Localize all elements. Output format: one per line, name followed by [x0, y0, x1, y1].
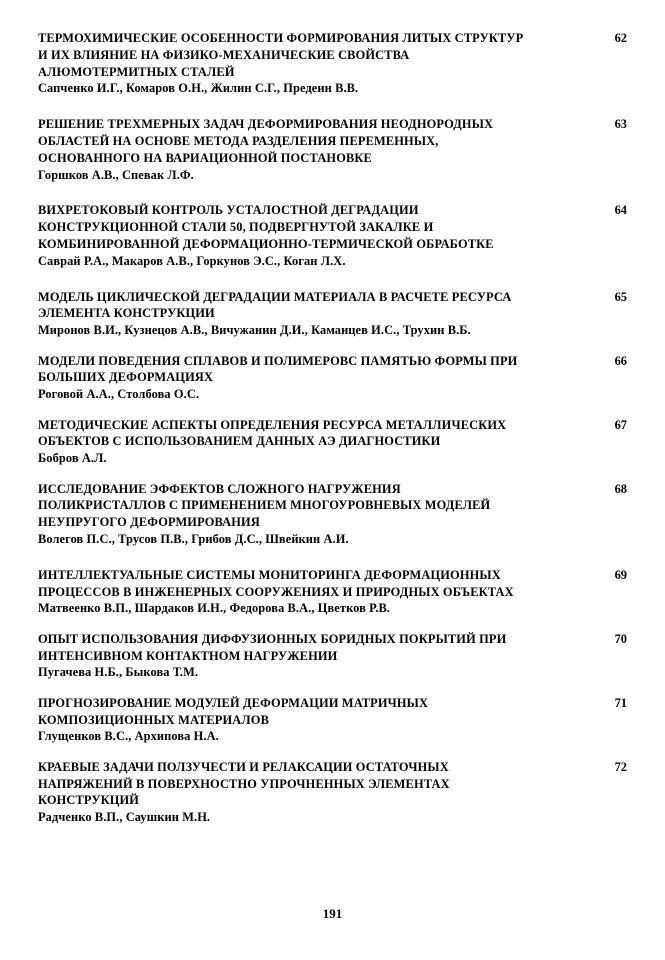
- entry-authors: Сапченко И.Г., Комаров О.Н., Жилин С.Г., Предеин В.В.: [38, 81, 359, 96]
- entry-authors: Волегов П.С., Трусов П.В., Грибов Д.С., Швейкин А.И.: [38, 531, 349, 546]
- toc-entry: [38, 481, 638, 559]
- entry-title: ВИХРЕТОКОВЫЙ КОНТРОЛЬ УСТАЛОСТНОЙ ДЕГРАДАЦИИ КОНСТРУКЦИОННОЙ СТАЛИ 50, ПОДВЕРГНУТОЙ ЗАКАЛКЕ И КОМБИНИРОВАННОЙ ДЕФОРМАЦИОННО-ТЕРМИЧЕСКОЙ ОБРАБОТКЕ: [38, 203, 494, 251]
- entry-title: ТЕРМОХИМИЧЕСКИЕ ОСОБЕННОСТИ ФОРМИРОВАНИЯ ЛИТЫХ СТРУКТУР И ИХ ВЛИЯНИЕ НА ФИЗИКО-МЕХАНИЧЕСКИЕ СВОЙСТВА АЛЮМОТЕРМИТНЫХ СТАЛЕЙ: [38, 31, 524, 79]
- entry-page-number: 66: [614, 353, 627, 368]
- entry-page-number: 64: [614, 203, 627, 218]
- toc-entry: [38, 289, 638, 341]
- entry-page-number: 71: [614, 695, 627, 710]
- entry-authors: Радченко В.П., Саушкин М.Н.: [38, 810, 211, 825]
- entry-title: КРАЕВЫЕ ЗАДАЧИ ПОЛЗУЧЕСТИ И РЕЛАКСАЦИИ ОСТАТОЧНЫХ НАПРЯЖЕНИЙ В ПОВЕРХНОСТНО УПРОЧНЕННЫХ ЭЛЕМЕНТАХ КОНСТРУКЦИЙ: [38, 759, 450, 808]
- entry-title: ИССЛЕДОВАНИЕ ЭФФЕКТОВ СЛОЖНОГО НАГРУЖЕНИЯ ПОЛИКРИСТАЛЛОВ С ПРИМЕНЕНИЕМ МНОГОУРОВНЕВЫХ МОДЕЛЕЙ НЕУПРУГОГО ДЕФОРМИРОВАНИЯ: [38, 481, 491, 530]
- entry-page-number: 63: [614, 117, 627, 132]
- entry-page-number: 62: [614, 31, 627, 45]
- toc-entry: [38, 417, 638, 469]
- toc-entry: [38, 353, 638, 405]
- entry-title: ОПЫТ ИСПОЛЬЗОВАНИЯ ДИФФУЗИОННЫХ БОРИДНЫХ ПОКРЫТИЙ ПРИ ИНТЕНСИВНОМ КОНТАКТНОМ НАГРУЖЕНИИ: [38, 631, 507, 663]
- entry-page-number: 70: [614, 631, 627, 646]
- entry-title: МОДЕЛИ ПОВЕДЕНИЯ СПЛАВОВ И ПОЛИМЕРОВС ПАМЯТЬЮ ФОРМЫ ПРИ БОЛЬШИХ ДЕФОРМАЦИЯХ: [38, 353, 518, 385]
- entry-authors: Горшков А.В., Спевак Л.Ф.: [38, 167, 194, 182]
- entry-page-number: 68: [614, 481, 627, 496]
- entry-page-number: 67: [614, 417, 627, 432]
- table-of-contents: [38, 30, 638, 845]
- entry-page-number: 65: [614, 289, 627, 304]
- entry-authors: Глущенков В.С., Архипова Н.А.: [38, 729, 219, 744]
- toc-entry: [38, 567, 638, 619]
- entry-title: ПРОГНОЗИРОВАНИЕ МОДУЛЕЙ ДЕФОРМАЦИИ МАТРИЧНЫХ КОМПОЗИЦИОННЫХ МАТЕРИАЛОВ: [38, 695, 429, 727]
- toc-entry: [38, 202, 638, 280]
- entry-title: РЕШЕНИЕ ТРЕХМЕРНЫХ ЗАДАЧ ДЕФОРМИРОВАНИЯ НЕОДНОРОДНЫХ ОБЛАСТЕЙ НА ОСНОВЕ МЕТОДА РАЗДЕЛЕНИЯ ПЕРЕМЕННЫХ, ОСНОВАННОГО НА ВАРИАЦИОННОЙ ПОСТАНОВКЕ: [38, 117, 494, 165]
- page-folio: 191: [322, 906, 343, 921]
- entry-page-number: 69: [614, 567, 627, 582]
- toc-entry: [38, 30, 638, 108]
- entry-title: ИНТЕЛЛЕКТУАЛЬНЫЕ СИСТЕМЫ МОНИТОРИНГА ДЕФОРМАЦИОННЫХ ПРОЦЕССОВ В ИНЖЕНЕРНЫХ СООРУЖЕНИЯХ И ПРИРОДНЫХ ОБЪЕКТАХ: [38, 567, 514, 599]
- entry-authors: Пугачева Н.Б., Быкова Т.М.: [38, 665, 199, 680]
- toc-entry: [38, 695, 638, 747]
- toc-entry: [38, 759, 638, 837]
- entry-title: МОДЕЛЬ ЦИКЛИЧЕСКОЙ ДЕГРАДАЦИИ МАТЕРИАЛА В РАСЧЕТЕ РЕСУРСА ЭЛЕМЕНТА КОНСТРУКЦИИ: [38, 289, 512, 321]
- entry-authors: Матвеенко В.П., Шардаков И.Н., Федорова В.А., Цветков Р.В.: [38, 601, 391, 616]
- toc-entry: [38, 116, 638, 194]
- entry-page-number: 72: [614, 759, 627, 774]
- toc-entry: [38, 631, 638, 683]
- entry-title: МЕТОДИЧЕСКИЕ АСПЕКТЫ ОПРЕДЕЛЕНИЯ РЕСУРСА МЕТАЛЛИЧЕСКИХ ОБЪЕКТОВ С ИСПОЛЬЗОВАНИЕМ ДАННЫХ АЭ ДИАГНОСТИКИ: [38, 417, 507, 449]
- entry-authors: Саврай Р.А., Макаров А.В., Горкунов Э.С., Коган Л.Х.: [38, 253, 346, 268]
- entry-authors: Роговой А.А., Столбова О.С.: [38, 387, 200, 402]
- entry-authors: Бобров А.Л.: [38, 451, 107, 466]
- entry-authors: Миронов В.И., Кузнецов А.В., Вичужанин Д.И., Каманцев И.С., Трухин В.Б.: [38, 323, 471, 338]
